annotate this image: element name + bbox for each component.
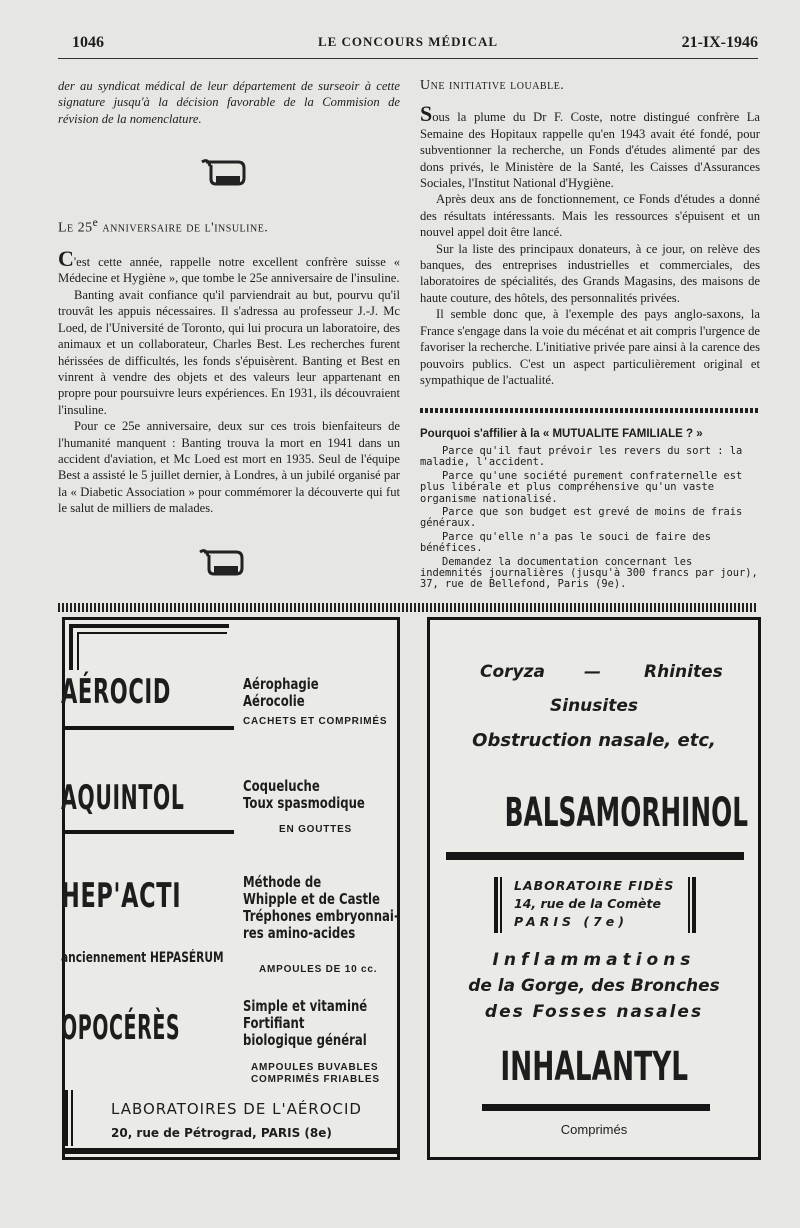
initiative-paragraph-1 — [420, 101, 760, 191]
section-title-insuline — [58, 215, 400, 237]
brand-aquintol: AQUINTOL — [61, 778, 185, 818]
desc-line: biologique général — [243, 1031, 367, 1049]
indication-3: des Fosses nasales — [484, 1002, 704, 1022]
opoceres-desc — [243, 998, 367, 1049]
mutualite-line: Parce qu'une société purement confraternelle est plus libérale et plus compréhensive qu'un vaste organisme nationalisé. — [420, 469, 743, 505]
product-aquintol — [61, 778, 267, 818]
aerocid-note: CACHETS ET COMPRIMÉS — [243, 716, 388, 727]
symptom-coryza: Coryza — [480, 662, 545, 682]
form-comprimes: Comprimés — [560, 1122, 628, 1137]
insuline-paragraph-1 — [58, 246, 400, 287]
corner-decoration — [69, 624, 73, 670]
mutualite-closing: Demandez la documentation concernant les indemnités journalières (jusqu'à 300 francs par jour), 37, rue de Bellefond, Paris (9e). — [420, 555, 758, 591]
dropcap: S — [420, 101, 433, 127]
footer-bar-decoration — [62, 1090, 68, 1146]
opoceres-note: AMPOULES BUVABLES — [251, 1062, 379, 1073]
product-hepacti — [61, 876, 243, 916]
brand-opoceres: OPOCÉRÈS — [61, 1008, 181, 1048]
insuline-article — [58, 215, 400, 517]
left-column — [58, 78, 400, 127]
mutualite-line: Parce qu'il faut prévoir les revers du sort : la maladie, l'accident. — [420, 445, 743, 469]
paragraph-text: 'est cette année, rappelle notre excellent confrère suisse « Médecine et Hygiène », que tombe le 25e anniversaire de l'insuline. — [58, 255, 400, 286]
indication-2: de la Gorge, des Bronches — [468, 976, 720, 996]
mutualite-line: Parce que son budget est grevé de moins de frais généraux. — [420, 506, 743, 530]
desc-line: res amino-acides — [243, 924, 356, 942]
page-header — [58, 30, 758, 59]
desc-line: Whipple et de Castle — [243, 890, 380, 908]
intro-paragraph: der au syndicat médical de leur département de surseoir à cette signature jusqu'à la décision favorable de la Commision de révision de la nomenclature. — [58, 79, 400, 126]
product-aerocid — [61, 672, 238, 712]
hepacti-desc — [243, 874, 399, 942]
brand-inhalantyl-wrap — [430, 1044, 758, 1090]
dotted-rule — [420, 408, 758, 413]
lab-fides-city: PARIS (7e) — [514, 914, 628, 929]
desc-line: Méthode de — [243, 873, 322, 891]
indication-1: Inflammations — [492, 950, 696, 970]
mutualite-body — [420, 446, 760, 591]
symptom-sinusites: Sinusites — [550, 696, 638, 716]
hepacti-note: AMPOULES DE 10 cc. — [259, 964, 378, 975]
initiative-paragraph-4: Il semble donc que, à l'exemple des pays anglo-saxons, la France s'engage dans la voie du mécénat et ait compris l'urgence de favoriser la recherche. L'initiative privée pare ainsi à la carence des pouvoirs publics. C'est un aspect particulièrement original et sympathique de l'actualité. — [420, 307, 760, 387]
aquintol-note: EN GOUTTES — [279, 824, 353, 835]
lab-bracket-left — [494, 877, 498, 933]
insuline-paragraph-2: Banting avait confiance qu'il parviendrait au but, pourvu qu'il trouvât les appuis nécessaires. Il s'adressa au professeur J.-J. Mc Loed, de l'Université de Toronto, qui lui procura un laboratoire, des animaux et un collaborateur, Charles Best. Les recherches furent hérissées de difficultés, les fonds s'épuisèrent. Banting et Best en vinrent à vendre des objets et des valeurs leur appartenant en propre pour poursuivre leurs expériences. En 1931, ils découvraient l'insuline. — [58, 287, 400, 417]
desc-line: Aérophagie — [243, 675, 319, 693]
page-number: 1046 — [72, 34, 104, 51]
product-opoceres — [61, 1008, 274, 1048]
lab-fides-name: LABORATOIRE FIDÈS — [514, 878, 675, 893]
ad-fides — [427, 617, 761, 1160]
brand-underline — [62, 830, 234, 834]
hepacti-subbrand: anciennement HEPASÉRUM — [61, 950, 224, 966]
initiative-paragraph-3: Sur la liste des principaux donateurs, à ce jour, on relève des banques, des entreprises industrielles et commerciales, des laboratoires de spécialités, des Grands Magasins, des maisons de haute couture, des hôtels, des personnalités privées. — [420, 241, 760, 305]
mutualite-notice — [420, 428, 760, 593]
symptom-rhinites: Rhinites — [644, 662, 723, 682]
brand-aerocid: AÉROCID — [61, 672, 172, 712]
lab-bracket-right — [688, 877, 690, 933]
brand-underline — [62, 726, 234, 730]
ad-aerocid — [62, 617, 400, 1160]
brand-balsamorhinol: BALSAMORHINOL — [504, 790, 749, 836]
desc-line: Coqueluche — [243, 777, 320, 795]
paragraph-text: ous la plume du Dr F. Coste, notre distingué confrère La Semaine des Hopitaux rappelle qu'en 1943 avait été fondé, pour subventionner la recherche, un Fonds d'études alimenté par des dons privés, le Ministère de la Santé, les Caisses d'Assurances Sociales, l'Institut National d'Hygiène. — [420, 110, 760, 191]
lab-fides-street: 14, rue de la Comète — [514, 896, 661, 911]
desc-line: Aérocolie — [243, 692, 305, 710]
symptom-obstruction: Obstruction nasale, etc, — [472, 730, 716, 751]
desc-line: Fortifiant — [243, 1014, 305, 1032]
footer-rule — [62, 1148, 400, 1154]
scroll-ornament-icon — [198, 548, 248, 576]
insuline-paragraph-3: Pour ce 25e anniversaire, deux sur ces trois bienfaiteurs de l'humanité manquent : Banting trouva la mort en 1941 dans un accident d'aviation, et Mc Loed est mort en 1935. Seul de l'équipe Best a assisté le 5 juillet dernier, à Londres, à un jubilé organisé par la « Diabetic Association » pour commémorer la découverte qui fut le salut de milliers de malades. — [58, 419, 400, 516]
desc-line: Toux spasmodique — [243, 794, 365, 812]
opoceres-note-2: COMPRIMÉS FRIABLES — [251, 1074, 380, 1085]
desc-line: Tréphones embryonnai- — [243, 907, 399, 925]
section-title-initiative: Une initiative louable. — [420, 78, 565, 93]
aquintol-desc — [243, 778, 365, 812]
brand-hepacti: HEP'ACTI — [61, 876, 182, 916]
brand-inhalantyl: INHALANTYL — [500, 1044, 688, 1090]
brand-underline — [446, 852, 744, 860]
brand-balsamorhinol-wrap — [430, 790, 758, 836]
corner-decoration — [77, 632, 79, 670]
title-sup: e — [92, 216, 99, 229]
footer-bar-decoration — [71, 1090, 73, 1146]
scroll-ornament-icon — [200, 158, 250, 186]
title-part: anniversaire de l'insuline. — [98, 220, 269, 236]
title-part: Le 25 — [58, 220, 93, 236]
journal-title: LE CONCOURS MÉDICAL — [317, 34, 499, 49]
mutualite-title: Pourquoi s'affilier à la « MUTUALITE FAMILIALE ? » — [420, 428, 703, 440]
desc-line: Simple et vitaminé — [243, 997, 368, 1015]
corner-decoration — [77, 632, 227, 634]
lab-bracket-left — [500, 877, 502, 933]
lab-name: LABORATOIRES DE L'AÉROCID — [111, 1100, 362, 1118]
lab-bracket-right — [692, 877, 696, 933]
separator-rule — [58, 603, 758, 612]
initiative-paragraph-2: Après deux ans de fonctionnement, ce Fonds d'études a donné des résultats intéressants. Mais les ressources s'épuisent et un nouvel appel doit être lancé. — [420, 192, 760, 240]
aerocid-desc — [243, 676, 319, 710]
corner-decoration — [69, 624, 229, 628]
right-column — [420, 78, 760, 388]
issue-date: 21-IX-1946 — [681, 34, 758, 51]
symptom-dash: — — [584, 662, 601, 682]
mutualite-line: Parce qu'elle n'a pas le souci de faire des bénéfices. — [420, 530, 711, 555]
lab-address: 20, rue de Pétrograd, PARIS (8e) — [111, 1126, 332, 1140]
dropcap: C — [58, 246, 74, 272]
brand-underline — [482, 1104, 710, 1111]
